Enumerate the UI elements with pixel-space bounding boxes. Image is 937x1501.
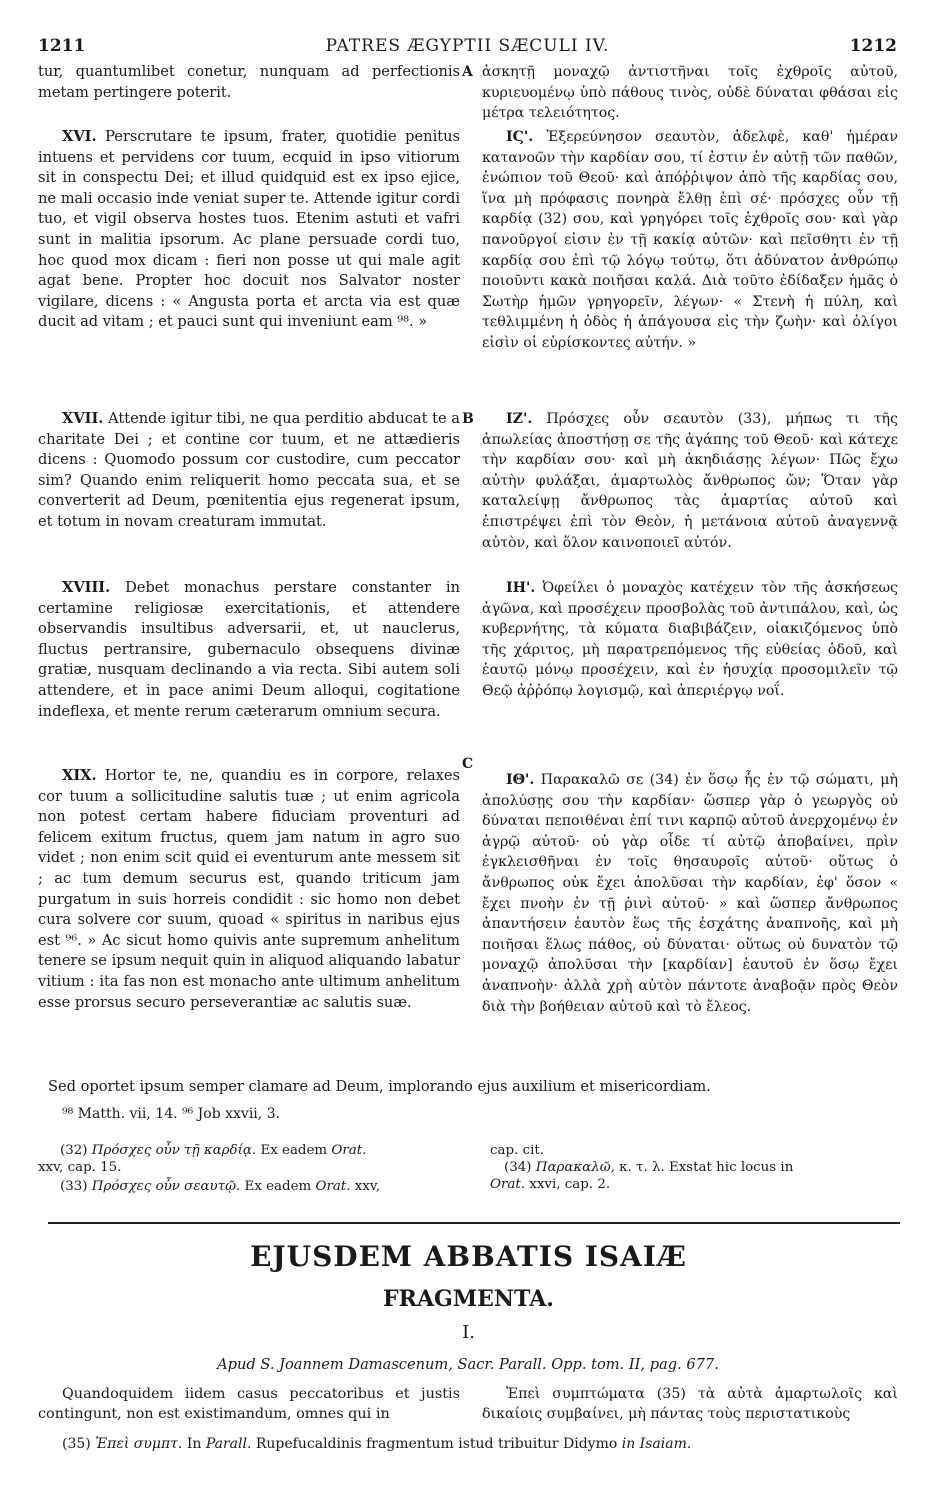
greek-text: Ὀφείλει ὁ μοναχὸς κατέχειν τὸν τῆς ἀσκήσεως ἀγῶνα, καὶ προσέχειν προσβολὰς τοῦ ἀντιπάλου, καὶ, ὡς κυβερνήτης, τὰ κύματα διαβιβάζειν, οἰακιζόμενος ὑπὸ τῆς χάριτος, μὴ παρατρεπόμενος τῆς εὐθείας ὁδοῦ, καὶ ἑαυτῷ μόνῳ προσέχειν, καὶ ἐν ἡσυχίᾳ προσομιλεῖν τῷ Θεῷ ἀῤῥόπῳ λογισμῷ, καὶ ἀπεριέργῳ νοΐ.: [482, 580, 898, 699]
greek-section-17: [482, 409, 898, 553]
running-title: PATRES ÆGYPTII SÆCULI IV.: [325, 36, 610, 56]
latin-section-18: [38, 578, 460, 722]
latin-text: Attende igitur tibi, ne qua perditio abducat te a charitate Dei ; et contine cor tuum, et ne attædieris dicens : Quomodo possum cor custodire, cum peccator sim? Quando enim reliquerit homo peccata sua, et se converterit ad Deum, pœnitentia ejus regenerat ipsum, et totum in novam creaturam immutat.: [38, 410, 461, 530]
latin-column: [38, 62, 460, 103]
greek-section-16: [482, 127, 898, 354]
section-number: XVII.: [62, 410, 104, 427]
section-number: ΙΘ'.: [506, 772, 535, 788]
left-page-number: 1211: [38, 36, 86, 56]
latin-section-17: [38, 409, 460, 533]
section-numeral: I.: [462, 1322, 475, 1343]
margin-letter-c: C: [462, 756, 474, 772]
latin-text: Debet monachus perstare constanter in certamine religiosæ exercitationis, et attendere observandis insultibus adversarii, et, ut nauclerus, fluctus pertransire, gubernaculo obsequens divinæ gratiæ, nusquam declinando a via recta. Sibi autem soli attendere, et in pace animi Deum alloqui, cogitatione indeflexa, et mente rerum cæterarum omnium secura.: [38, 579, 460, 720]
source-citation: Apud S. Joannem Damascenum, Sacr. Parall. Opp. tom. II, pag. 677.: [217, 1356, 719, 1373]
footnote-33: (33) Πρόσχες οὖν σεαυτῷ. Ex eadem Orat. xxv,: [60, 1179, 381, 1194]
section-divider: [48, 1222, 900, 1224]
latin-closing-line: Sed oportet ipsum semper clamare ad Deum, implorando ejus auxilium et misericordiam.: [48, 1078, 711, 1095]
greek-column: [482, 62, 898, 124]
scripture-references: ⁹⁸ Matth. vii, 14. ⁹⁶ Job xxvii, 3.: [62, 1106, 281, 1122]
section-number: XIX.: [62, 767, 97, 784]
running-head: [38, 36, 897, 58]
right-page-number: 1212: [849, 36, 897, 56]
section-number: XVIII.: [62, 579, 111, 596]
latin-paragraph-continued: tur, quantumlibet conetur, nunquam ad perfectionis metam pertingere poterit.: [38, 63, 460, 101]
section-subtitle: FRAGMENTA.: [383, 1286, 554, 1312]
section-number: ΙϚ'.: [506, 129, 534, 145]
greek-fragment-text: Ἐπεὶ συμπτώματα (35) τὰ αὐτὰ ἁμαρτωλοῖς καὶ δικαίοις συμβαίνει, μὴ πάντας τοὺς περιστατικοὺς: [482, 1386, 898, 1422]
greek-text: Ἐξερεύνησον σεαυτὸν, ἀδελφὲ, καθ' ἡμέραν κατανοῶν τὴν καρδίαν σου, τί ἐστιν ἐν αὐτῇ τῶν παθῶν, ἐνώπιον τοῦ Θεοῦ· καὶ ἀπόῤῥιψον ἀπὸ τῆς καρδίας σου, ἵνα μὴ πρόφασις πονηρὰ ἔλθῃ ἐπὶ σέ· πρόσχες οὖν τῇ καρδίᾳ (32) σου, καὶ γρηγόρει τοῖς ἐχθροῖς σου· καὶ γὰρ πανοῦργοί εἰσιν ἐν τῇ κακίᾳ αὐτῶν· καὶ πεῖσθητι ἐν τῇ καρδίᾳ σου ἐπὶ τῷ λόγῳ τούτῳ, ὅτι ἀδύνατον ἀνθρώπῳ ποιοῦντι κακὰ ποιῆσαι καλά. Διὰ τοῦτο ἐδίδαξεν ἡμᾶς ὁ Σωτὴρ ἡμῶν γρηγορεῖν, λέγων· « Στενὴ ἡ πύλη, καὶ τεθλιμμένη ἡ ὁδὸς ἡ ἀπάγουσα εἰς τὴν ζωὴν· καὶ ὀλίγοι εἰσὶν οἱ εὑρίσκοντες αὐτήν. »: [482, 129, 899, 351]
section-number: XVI.: [62, 128, 97, 145]
footnote-34: (34) Παρακαλῶ, κ. τ. λ. Exstat hic locus in Orat. xxvi, cap. 2.: [490, 1160, 794, 1192]
latin-section-19: [38, 766, 460, 1013]
greek-section-18: [482, 578, 898, 702]
greek-text: Πρόσχες οὖν σεαυτὸν (33), μήπως τι τῆς ἀπωλείας ἀποστήσῃ σε τῆς ἀγάπης τοῦ Θεοῦ· καὶ κάτεχε τὴν καρδίαν σου· καὶ μὴ ἀκηδιάσῃς λέγων· Πῶς ἔχω αὐτὴν φυλάξαι, ἁμαρτωλὸς ἄνθρωπος ὤν; Ὅταν γὰρ καταλείψῃ ἄνθρωπος τὰς ἁμαρτίας αὐτοῦ καὶ ἐπιστρέψει ἐπὶ τὸν Θεὸν, ἡ μετάνοια αὐτοῦ ἀναγεννᾷ αὐτὸν, καὶ ὅλον καινοποιεῖ αὐτόν.: [482, 411, 898, 551]
latin-fragment-text: Quandoquidem iidem casus peccatoribus et justis contingunt, non est existimandum, omnes qui in: [38, 1386, 460, 1422]
footnote-33-continued: cap. cit.: [490, 1143, 544, 1158]
footnote-32: (32) Πρόσχες οὖν τῇ καρδίᾳ. Ex eadem Orat. xxv, cap. 15.: [38, 1143, 367, 1175]
greek-section-19: [482, 770, 898, 1017]
latin-text: Perscrutare te ipsum, frater, quotidie penitus intuens et pervidens cor tuum, ecquid in ipso vitiorum sit in conspectu Dei; et illud quidquid est ex ipso ejice, ne mali occasio inde veniat super te. Attende igitur cordi tuo, et vigil observa hostes tuos. Etenim astuti et vafri sunt in malitia ipsorum. Ac plane persuade cordi tuo, hoc quod mox dicam : fieri non posse ut qui male agit agat bene. Propter hoc docuit nos Salvator noster vigilare, dicens : « Angusta porta et arcta via est quæ ducit ad vitam ; et pauci sunt qui inveniunt eam ⁹⁸. »: [38, 128, 460, 331]
footnote-35: (35) Ἐπεὶ συμπτ. In Parall. Rupefucaldinis fragmentum istud tribuitur Didymo in Isaiam.: [62, 1436, 692, 1452]
latin-text: Hortor te, ne, quandiu es in corpore, relaxes cor tuum a sollicitudine salutis tuæ ; ut enim agricola non potest certam habere fiduciam proventuri ad felicem exitum fructus, quem jam natum in agro suo videt ; non enim scit quid ei eventurum ante messem sit ; ac tum demum securus est, quando triticum jam purgatum in suis horreis condidit : sic homo non debet cura solvere cor suum, quoad « spiritus in naribus ejus est ⁹⁶. » Ac sicut homo quivis ante supremum anhelitum tenere se ipsum nequit quin in aliquod aliquando labatur vitium : ita fas non est monacho ante ultimum anhelitum esse prorsus securo perseverantiæ ac salutis suæ.: [38, 767, 461, 1011]
section-number: ΙΗ'.: [506, 580, 536, 596]
margin-letter-b: B: [462, 411, 474, 427]
greek-paragraph-continued: ἀσκητῇ μοναχῷ ἀντιστῆναι τοῖς ἐχθροῖς αὐτοῦ, κυριευομένῳ ὑπὸ πάθους τινὸς, οὐδὲ δύναται φθάσαι εἰς μέτρα τελειότητος.: [482, 64, 898, 122]
section-number: ΙΖ'.: [506, 411, 533, 427]
margin-letter-a: A: [462, 64, 473, 80]
greek-text: Παρακαλῶ σε (34) ἐν ὅσῳ ἧς ἐν τῷ σώματι, μὴ ἀπολύσῃς σου τὴν καρδίαν· ὥσπερ γὰρ ὁ γεωργὸς οὐ δύναται πεποιθέναι ἐπί τινι καρπῷ αὐτοῦ ἀνερχομένῳ ἐν ἀγρῷ αὐτοῦ· οὐ γὰρ οἶδε τί αὐτῷ ἀποβαίνει, πρὶν ἐγκλεισθῆναι ἐν τοῖς θησαυροῖς αὐτοῦ· οὕτως ὁ ἄνθρωπος οὐκ ἔχει ἀπολῦσαι τὴν καρδίαν, ἐφ' ὅσον « ἔχει πνοὴν ἐν τῇ ῥινὶ αὐτοῦ· » καὶ ὥσπερ ἄνθρωπος ἀπαντήσειν ἑαυτὸν ἕως τῆς ἐσχάτης ἀναπνοῆς, καὶ μὴ ποιῆσαι ἕλως πάθος, οὐ δύναται· οὕτως οὐ δυνατὸν τῷ μοναχῷ ἀπολῦσαι τὴν [καρδίαν] ἑαυτοῦ ἐν ὅσῳ ἔχει ἀναπνοὴν· ἀλλὰ χρὴ αὐτὸν πάντοτε ἀναβοᾷν πρὸς Θεὸν διὰ τὴν βοήθειαν αὐτοῦ καὶ τὸ ἔλεος.: [482, 772, 898, 1015]
latin-section-16: [38, 127, 460, 333]
section-title: EJUSDEM ABBATIS ISAIÆ: [250, 1240, 687, 1273]
